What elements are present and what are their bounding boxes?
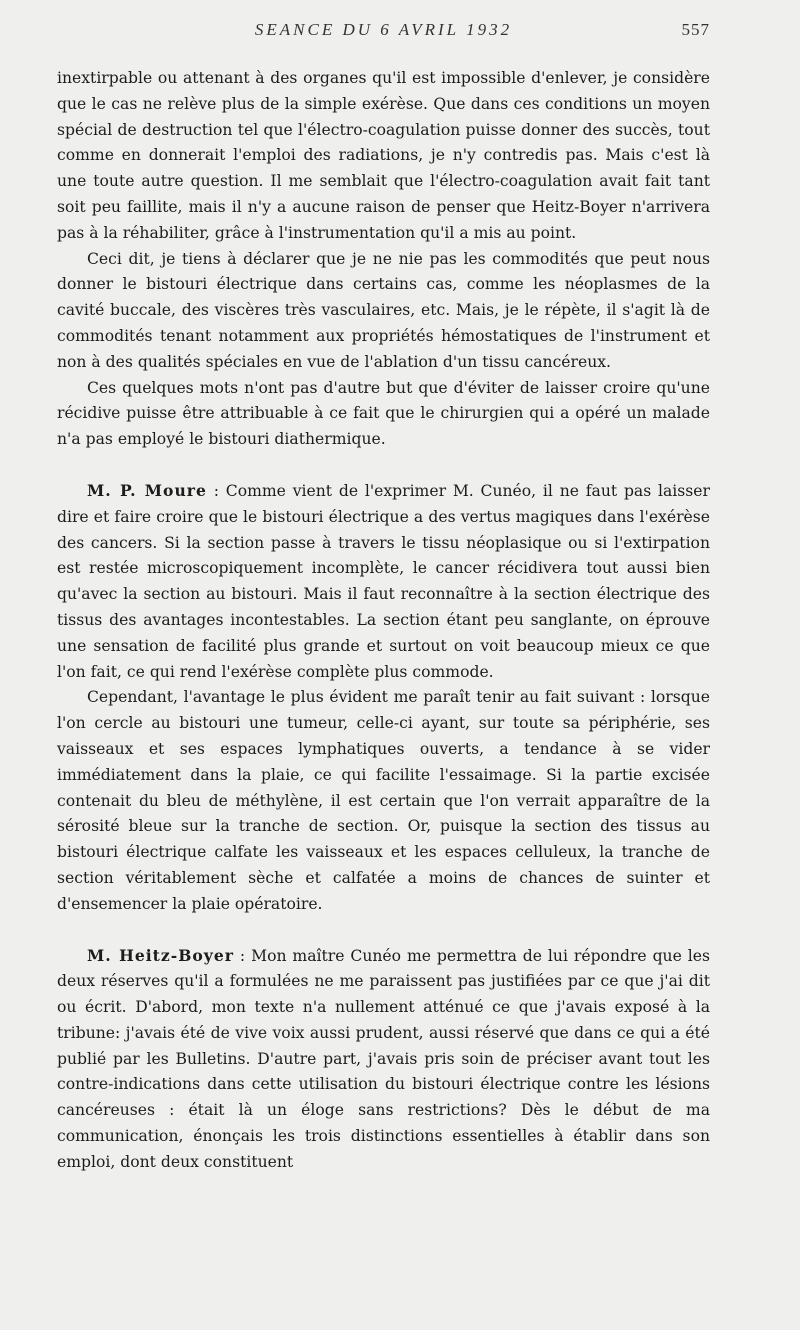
moure-text: : Comme vient de l'exprimer M. Cunéo, il ne faut pas laisser dire et faire croire que le bistouri électrique a des vertus magiques dans l'exérèse des cancers. Si la section passe à travers le tissu néoplasique ou si l'extirpation est restée microscopiquement incomplète, le cancer récidivera tout aussi bien qu'avec la section au bistouri. Mais il faut reconnaître à la section électrique des tissus des avantages incontestables. La section étant peu sanglante, on éprouve une sensation de facilité plus grande et surtout on voit beaucoup mieux ce que l'on fait, ce qui rend l'exérèse complète plus commode.	[57, 481, 710, 681]
paragraph-continued: inextirpable ou attenant à des organes qu'il est impossible d'enlever, je considère que le cas ne relève plus de la simple exérèse. Que dans ces conditions un moyen spécial de destruction tel que l'électro-coagulation puisse donner des succès, tout comme en donnerait l'emploi des radiations, je n'y contredis pas. Mais c'est là une toute autre question. Il me semblait que l'électro-coagulation avait fait tant soit peu faillite, mais il n'y a aucune raison de penser que Heitz-Boyer n'arrivera pas à la réhabiliter, grâce à l'instrumentation qu'il a mis au point.	[57, 69, 710, 242]
page-number: 557	[681, 20, 710, 39]
body-text	[57, 66, 710, 1176]
paragraph: Ceci dit, je tiens à déclarer que je ne nie pas les commodités que peut nous donner le bistouri électrique dans certains cas, comme les néoplasmes de la cavité buccale, des viscères très vasculaires, etc. Mais, je le répète, il s'agit là de commodités tenant notamment aux propriétés hémostatiques de l'instrument et non à des qualités spéciales en vue de l'ablation d'un tissu cancéreux.	[57, 249, 710, 371]
paragraph: Cependant, l'avantage le plus évident me paraît tenir au fait suivant : lorsque l'on cercle au bistouri une tumeur, celle-ci ayant, sur toute sa périphérie, ses vaisseaux et ses espaces lymphatiques ouverts, a tendance à se vider immédiatement dans la plaie, ce qui facilite l'essaimage. Si la partie excisée contenait du bleu de méthylène, il est certain que l'on verrait apparaître de la sérosité bleue sur la tranche de section. Or, puisque la section des tissus au bistouri électrique calfate les vaisseaux et les espaces celluleux, la tranche de section véritablement sèche et calfatée a moins de chances de suinter et d'ensemencer la plaie opératoire.	[57, 688, 710, 913]
moure-intervention	[57, 478, 710, 685]
running-title: SEANCE DU 6 AVRIL 1932	[254, 20, 513, 39]
speaker-name-moure: M. P. Moure	[87, 480, 207, 500]
heitz-boyer-intervention	[57, 943, 710, 1176]
speaker-name-heitz-boyer: M. Heitz-Boyer	[87, 945, 234, 965]
running-header	[57, 20, 710, 48]
heitz-boyer-text: : Mon maître Cunéo me permettra de lui répondre que les deux réserves qu'il a formulées ne me paraissent pas justifiées par ce que j'ai dit ou écrit. D'abord, mon texte n'a nullement atténué ce que j'avais exposé à la tribune: j'avais été de vive voix aussi prudent, aussi réservé que dans ce qui a été publié par les Bulletins. D'autre part, j'avais pris soin de préciser avant tout les contre-indications dans cette utilisation du bistouri électrique contre les lésions cancéreuses : était là un éloge sans restrictions? Dès le début de ma communication, énonçais les trois distinctions essentielles à établir dans son emploi, dont deux constituent	[57, 946, 710, 1171]
paragraph: Ces quelques mots n'ont pas d'autre but que d'éviter de laisser croire qu'une récidive puisse être attribuable à ce fait que le chirurgien qui a opéré un malade n'a pas employé le bistouri diathermique.	[57, 378, 710, 449]
